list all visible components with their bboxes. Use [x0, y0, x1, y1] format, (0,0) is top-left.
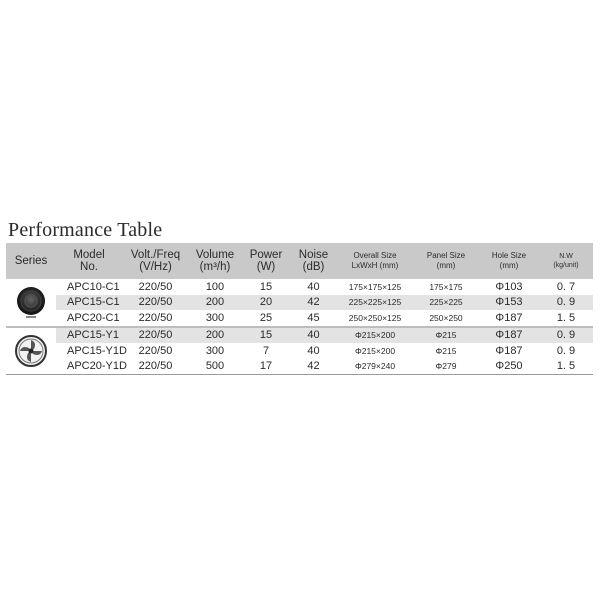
- header-volume-line1: Volume: [195, 249, 235, 261]
- table-row: [56, 279, 593, 295]
- cell-panel: Φ215: [435, 345, 457, 356]
- cell-hole: Φ153: [495, 296, 523, 309]
- cell-overall: 175×175×125: [348, 281, 402, 292]
- cell-volt: 220/50: [138, 344, 173, 357]
- series-image: [6, 328, 56, 375]
- cell-model: APC15-C1: [67, 296, 120, 309]
- cell-noise: 42: [307, 296, 320, 309]
- axial-fan-icon: [14, 334, 48, 368]
- cell-power: 15: [259, 329, 273, 342]
- header-panel-size: [414, 251, 478, 271]
- cell-hole: Φ187: [495, 344, 523, 357]
- header-nw-line1: N.W: [559, 253, 573, 260]
- header-series: Series: [14, 255, 48, 267]
- cell-panel: 175×175: [429, 281, 463, 292]
- header-volt-line1: Volt./Freq: [130, 249, 181, 261]
- cell-hole: Φ250: [495, 360, 523, 373]
- header-hole-size: [478, 251, 540, 271]
- cell-hole: Φ187: [495, 311, 523, 324]
- table-row: [56, 295, 593, 311]
- header-model-line1: Model: [73, 249, 105, 261]
- cell-volt: 220/50: [138, 329, 173, 342]
- cell-model: APC15-Y1: [67, 329, 119, 342]
- header-volume: [189, 249, 241, 273]
- performance-table: [6, 243, 593, 375]
- header-net-weight: [540, 252, 592, 270]
- header-overall-line2: LxWxH (mm): [351, 261, 399, 270]
- cell-nw: 0. 7: [556, 280, 576, 293]
- cell-panel: Φ279: [435, 361, 457, 372]
- cell-power: 7: [262, 344, 270, 357]
- header-noise-line2: (dB): [302, 261, 325, 273]
- cell-volt: 220/50: [138, 360, 173, 373]
- header-power-line1: Power: [249, 249, 283, 261]
- cell-model: APC15-Y1D: [67, 344, 127, 357]
- cell-panel: 250×250: [429, 312, 463, 323]
- cell-overall: 250×250×125: [348, 312, 402, 323]
- cell-overall: Φ215×200: [354, 330, 396, 341]
- header-noise: [291, 249, 336, 273]
- header-model-line2: No.: [80, 261, 98, 273]
- cell-nw: 0. 9: [556, 329, 576, 342]
- table-row: [56, 310, 593, 326]
- cell-power: 25: [259, 311, 273, 324]
- table-row: [56, 343, 593, 359]
- header-panel-line1: Panel Size: [426, 251, 466, 260]
- header-panel-line2: (mm): [436, 261, 456, 270]
- cell-nw: 0. 9: [556, 344, 576, 357]
- cell-hole: Φ187: [495, 329, 523, 342]
- cell-overall: Φ215×200: [354, 345, 396, 356]
- cell-noise: 40: [307, 280, 320, 293]
- cell-volume: 200: [205, 329, 225, 342]
- cell-model: APC20-C1: [67, 311, 120, 324]
- table-header: [6, 243, 593, 279]
- header-volume-line2: (m³/h): [199, 261, 231, 273]
- header-overall-line1: Overall Size: [353, 251, 397, 260]
- group-rows: [56, 328, 593, 375]
- cell-model: APC10-C1: [67, 280, 120, 293]
- header-overall-size: [336, 251, 414, 271]
- header-nw-line2: (kg/unit): [553, 262, 579, 269]
- table-bottom-border: [6, 374, 593, 375]
- table-row: [56, 359, 593, 375]
- cell-power: 17: [259, 360, 273, 373]
- cell-volume: 300: [205, 344, 225, 357]
- cell-overall: 225×225×125: [348, 297, 402, 308]
- cell-power: 15: [259, 280, 273, 293]
- header-hole-line2: (mm): [499, 261, 519, 270]
- cell-hole: Φ103: [495, 280, 523, 293]
- cell-volt: 220/50: [138, 311, 173, 324]
- cell-volume: 200: [205, 296, 225, 309]
- cell-overall: Φ279×240: [354, 361, 396, 372]
- header-volt-line2: (V/Hz): [139, 261, 172, 273]
- series-image: [6, 279, 56, 326]
- table-row: [56, 328, 593, 344]
- cell-noise: 40: [307, 344, 320, 357]
- cell-nw: 1. 5: [556, 311, 576, 324]
- cell-noise: 42: [307, 360, 320, 373]
- cell-nw: 0. 9: [556, 296, 576, 309]
- series-group-y1: [6, 328, 593, 375]
- cell-volume: 500: [205, 360, 225, 373]
- header-noise-line1: Noise: [298, 249, 329, 261]
- group-rows: [56, 279, 593, 326]
- header-power: [241, 249, 291, 273]
- cell-panel: 225×225: [429, 297, 463, 308]
- header-hole-line1: Hole Size: [491, 251, 527, 260]
- cell-volt: 220/50: [138, 280, 173, 293]
- series-group-c1: [6, 279, 593, 326]
- cell-panel: Φ215: [435, 330, 457, 341]
- cell-noise: 45: [307, 311, 320, 324]
- cell-volume: 300: [205, 311, 225, 324]
- cell-model: APC20-Y1D: [67, 360, 127, 373]
- round-grille-fan-icon: [14, 285, 48, 319]
- cell-noise: 40: [307, 329, 320, 342]
- header-model: [56, 249, 122, 273]
- cell-power: 20: [259, 296, 273, 309]
- header-power-line2: (W): [256, 261, 276, 273]
- cell-nw: 1. 5: [556, 360, 576, 373]
- header-volt: [122, 249, 189, 273]
- page-title: Performance Table: [8, 219, 163, 241]
- cell-volt: 220/50: [138, 296, 173, 309]
- cell-volume: 100: [205, 280, 225, 293]
